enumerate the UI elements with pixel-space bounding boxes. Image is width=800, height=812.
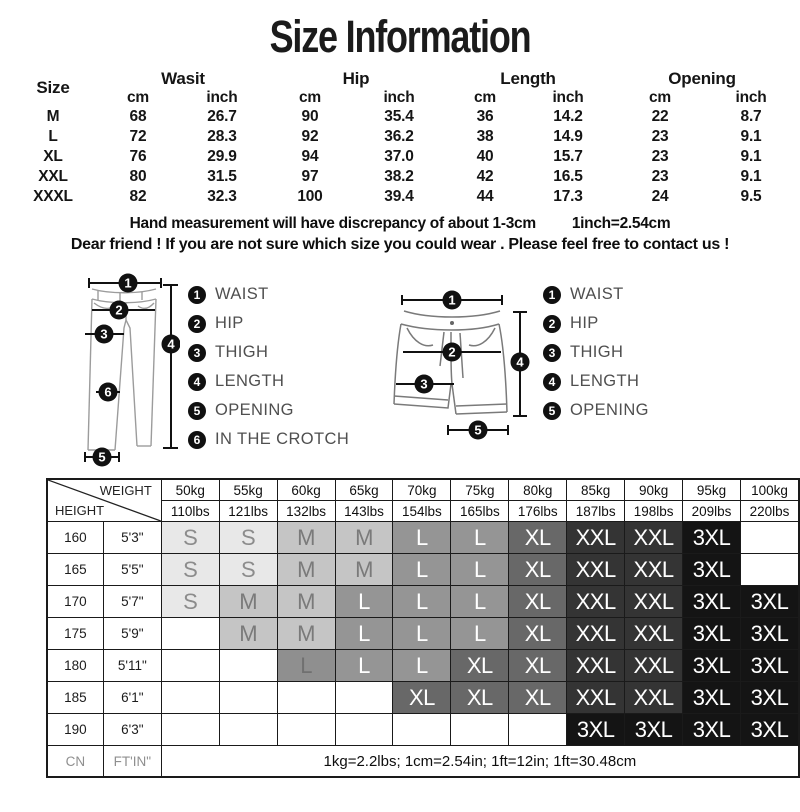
height-cm-cell: 170: [47, 586, 103, 618]
size-table-group-row: [7, 68, 793, 89]
legend-label: WAIST: [215, 285, 269, 303]
recommended-size-cell: XXL: [625, 522, 683, 554]
svg-text:6: 6: [104, 384, 112, 400]
legend-item: [188, 309, 349, 338]
footer-cn-label: CN: [47, 746, 103, 778]
legend-item: [188, 338, 349, 367]
size-row-value: 32.3: [207, 188, 237, 205]
shorts-outline-icon: [394, 311, 507, 414]
fit-chart-row: [47, 714, 799, 746]
recommended-size-cell: XL: [509, 586, 567, 618]
recommended-size-cell: XXL: [567, 586, 625, 618]
empty-size-cell: [161, 682, 219, 714]
weight-lbs-header: 198lbs: [625, 501, 683, 522]
legend-number-badge: 3: [188, 344, 206, 362]
unit-header: cm: [298, 89, 321, 106]
size-row-value: 26.7: [207, 108, 237, 125]
shorts-marker-badges: [415, 291, 530, 440]
svg-text:2: 2: [115, 302, 123, 318]
height-ft-cell: 5'11": [103, 650, 161, 682]
empty-size-cell: [277, 682, 335, 714]
size-table: [7, 68, 793, 207]
recommended-size-cell: XXL: [567, 618, 625, 650]
size-row-value: 37.0: [384, 148, 414, 165]
empty-size-cell: [451, 714, 509, 746]
legend-item: [188, 396, 349, 425]
recommended-size-cell: M: [277, 586, 335, 618]
size-row-value: 38: [476, 128, 494, 145]
legend-number-badge: 4: [543, 373, 561, 391]
weight-kg-header: 50kg: [161, 479, 219, 501]
legend-number-badge: 3: [543, 344, 561, 362]
size-row-value: 22: [651, 108, 669, 125]
fit-chart-data-body: [47, 522, 799, 746]
size-row-value: 23: [651, 168, 669, 185]
height-ft-cell: 6'1": [103, 682, 161, 714]
fit-chart-body: [47, 479, 799, 522]
hand-measurement-text: Hand measurement will have discrepancy of about 1-3cm: [129, 215, 536, 232]
empty-size-cell: [161, 714, 219, 746]
svg-text:4: 4: [167, 336, 175, 352]
size-row-value: 9.5: [740, 188, 762, 205]
size-row-value: 39.4: [384, 188, 414, 205]
recommended-size-cell: 3XL: [683, 650, 741, 682]
recommended-size-cell: S: [219, 522, 277, 554]
size-row-label: L: [48, 128, 58, 145]
size-row-value: 40: [476, 148, 494, 165]
weight-kg-header: 65kg: [335, 479, 393, 501]
fit-chart-row: [47, 650, 799, 682]
unit-header: inch: [383, 89, 415, 106]
size-row-value: 42: [476, 168, 494, 185]
size-row-value: 36: [476, 108, 494, 125]
size-row-value: 90: [301, 108, 319, 125]
weight-lbs-header: 176lbs: [509, 501, 567, 522]
size-row: [7, 107, 793, 127]
fit-chart: [46, 478, 800, 778]
fit-chart-row: [47, 618, 799, 650]
recommended-size-cell: S: [161, 554, 219, 586]
legend-label: HIP: [215, 314, 244, 332]
shorts-legend: [543, 280, 649, 425]
pants-legend: [188, 280, 349, 454]
measurement-diagrams: [0, 270, 800, 472]
recommended-size-cell: XXL: [567, 650, 625, 682]
size-row-value: 9.1: [740, 148, 762, 165]
legend-label: THIGH: [215, 343, 269, 361]
recommended-size-cell: L: [393, 618, 451, 650]
empty-size-cell: [219, 714, 277, 746]
recommended-size-cell: L: [335, 618, 393, 650]
recommended-size-cell: L: [393, 554, 451, 586]
recommended-size-cell: XL: [509, 650, 567, 682]
weight-kg-header: 55kg: [219, 479, 277, 501]
recommended-size-cell: 3XL: [740, 714, 799, 746]
legend-item: [188, 367, 349, 396]
recommended-size-cell: 3XL: [683, 682, 741, 714]
inch-conversion-text: 1inch=2.54cm: [571, 215, 671, 232]
weight-kg-header: 75kg: [451, 479, 509, 501]
recommended-size-cell: 3XL: [740, 618, 799, 650]
size-row-value: 38.2: [384, 168, 414, 185]
empty-size-cell: [219, 650, 277, 682]
legend-number-badge: 2: [543, 315, 561, 333]
recommended-size-cell: M: [219, 586, 277, 618]
recommended-size-cell: 3XL: [740, 682, 799, 714]
svg-text:5: 5: [98, 449, 106, 465]
recommended-size-cell: L: [451, 522, 509, 554]
weight-kg-header: 80kg: [509, 479, 567, 501]
recommended-size-cell: 3XL: [567, 714, 625, 746]
page-title: [0, 12, 800, 64]
weight-lbs-header: 154lbs: [393, 501, 451, 522]
recommended-size-cell: S: [161, 522, 219, 554]
recommended-size-cell: L: [335, 586, 393, 618]
size-row-label: XXL: [38, 168, 68, 185]
weight-lbs-header: 121lbs: [219, 501, 277, 522]
weight-lbs-header: 209lbs: [683, 501, 741, 522]
corner-weight-label: WEIGHT: [99, 483, 152, 498]
dear-friend-note: Dear friend ! If you are not sure which size you could wear . Please feel free to contact us !: [70, 236, 730, 253]
group-header-hip: Hip: [342, 69, 370, 88]
footer-ftin-label: FT'IN": [103, 746, 161, 778]
empty-size-cell: [219, 682, 277, 714]
svg-text:1: 1: [448, 292, 456, 308]
unit-header: inch: [735, 89, 767, 106]
empty-size-cell: [740, 522, 799, 554]
recommended-size-cell: M: [277, 618, 335, 650]
size-row-value: 14.2: [553, 108, 583, 125]
size-row-value: 31.5: [207, 168, 237, 185]
group-header-waist: Wasit: [161, 69, 205, 88]
recommended-size-cell: L: [451, 618, 509, 650]
legend-label: OPENING: [570, 401, 649, 419]
legend-item: [543, 396, 649, 425]
height-cm-cell: 190: [47, 714, 103, 746]
legend-item: [188, 425, 349, 454]
size-row-value: 14.9: [553, 128, 583, 145]
size-row-value: 82: [129, 188, 147, 205]
recommended-size-cell: 3XL: [683, 522, 741, 554]
size-row-value: 15.7: [553, 148, 583, 165]
fit-chart-kg-row: [47, 479, 799, 501]
recommended-size-cell: XXL: [567, 522, 625, 554]
fit-chart-footer-body: [47, 746, 799, 778]
recommended-size-cell: XL: [393, 682, 451, 714]
legend-label: LENGTH: [215, 372, 285, 390]
size-col-header: Size: [36, 77, 70, 97]
legend-item: [543, 280, 649, 309]
empty-size-cell: [161, 650, 219, 682]
empty-size-cell: [740, 554, 799, 586]
empty-size-cell: [277, 714, 335, 746]
legend-number-badge: 1: [188, 286, 206, 304]
recommended-size-cell: XXL: [567, 682, 625, 714]
size-row-value: 97: [301, 168, 319, 185]
size-row-value: 23: [651, 148, 669, 165]
recommended-size-cell: L: [393, 650, 451, 682]
measurement-note: [0, 215, 800, 233]
size-row-value: 17.3: [553, 188, 583, 205]
weight-kg-header: 90kg: [625, 479, 683, 501]
height-cm-cell: 160: [47, 522, 103, 554]
legend-number-badge: 5: [188, 402, 206, 420]
size-row: [7, 187, 793, 207]
size-row-value: 44: [476, 188, 494, 205]
legend-label: THIGH: [570, 343, 624, 361]
recommended-size-cell: XXL: [625, 554, 683, 586]
weight-kg-header: 60kg: [277, 479, 335, 501]
legend-label: OPENING: [215, 401, 294, 419]
recommended-size-cell: 3XL: [625, 714, 683, 746]
recommended-size-cell: M: [335, 554, 393, 586]
group-header-opening: Opening: [668, 69, 736, 88]
size-row-value: 68: [129, 108, 147, 125]
svg-text:2: 2: [448, 344, 456, 360]
weight-lbs-header: 143lbs: [335, 501, 393, 522]
svg-text:3: 3: [420, 376, 428, 392]
size-row-value: 100: [297, 188, 323, 205]
size-row-value: 72: [129, 128, 147, 145]
recommended-size-cell: XL: [451, 650, 509, 682]
recommended-size-cell: L: [277, 650, 335, 682]
size-row: [7, 127, 793, 147]
recommended-size-cell: XL: [509, 682, 567, 714]
svg-text:5: 5: [474, 422, 482, 438]
recommended-size-cell: XL: [509, 554, 567, 586]
weight-height-corner: [47, 479, 161, 522]
legend-label: WAIST: [570, 285, 624, 303]
size-row-value: 16.5: [553, 168, 583, 185]
recommended-size-cell: L: [335, 650, 393, 682]
recommended-size-cell: M: [277, 522, 335, 554]
size-table-unit-row: [7, 89, 793, 107]
legend-number-badge: 5: [543, 402, 561, 420]
weight-lbs-header: 132lbs: [277, 501, 335, 522]
fit-chart-row: [47, 586, 799, 618]
recommended-size-cell: 3XL: [683, 714, 741, 746]
recommended-size-cell: M: [277, 554, 335, 586]
recommended-size-cell: L: [451, 554, 509, 586]
legend-item: [543, 338, 649, 367]
recommended-size-cell: XXL: [567, 554, 625, 586]
recommended-size-cell: 3XL: [683, 554, 741, 586]
recommended-size-cell: 3XL: [740, 650, 799, 682]
unit-header: cm: [473, 89, 496, 106]
size-row-value: 23: [651, 128, 669, 145]
size-row-label: XXXL: [33, 188, 73, 205]
legend-number-badge: 4: [188, 373, 206, 391]
size-row-value: 29.9: [207, 148, 237, 165]
height-ft-cell: 5'3": [103, 522, 161, 554]
legend-item: [543, 367, 649, 396]
pants-diagram-icon: [84, 272, 180, 468]
size-row-label: M: [46, 108, 60, 125]
recommended-size-cell: 3XL: [740, 586, 799, 618]
conversion-note: 1kg=2.2lbs; 1cm=2.54in; 1ft=12in; 1ft=30.48cm: [161, 746, 799, 778]
height-cm-cell: 180: [47, 650, 103, 682]
recommended-size-cell: XXL: [625, 650, 683, 682]
recommended-size-cell: M: [219, 618, 277, 650]
recommended-size-cell: 3XL: [683, 618, 741, 650]
size-row-value: 94: [301, 148, 319, 165]
height-ft-cell: 5'5": [103, 554, 161, 586]
size-row-value: 24: [651, 188, 669, 205]
legend-label: HIP: [570, 314, 599, 332]
legend-number-badge: 6: [188, 431, 206, 449]
group-header-length: Length: [500, 69, 556, 88]
empty-size-cell: [335, 714, 393, 746]
size-table-body: [7, 107, 793, 207]
recommended-size-cell: S: [161, 586, 219, 618]
size-row-value: 80: [129, 168, 147, 185]
size-row: [7, 147, 793, 167]
recommended-size-cell: 3XL: [683, 586, 741, 618]
unit-header: inch: [552, 89, 584, 106]
svg-text:4: 4: [516, 354, 524, 370]
legend-item: [543, 309, 649, 338]
size-row-value: 9.1: [740, 168, 762, 185]
fit-chart-row: [47, 554, 799, 586]
legend-item: [188, 280, 349, 309]
height-ft-cell: 6'3": [103, 714, 161, 746]
size-row: [7, 167, 793, 187]
unit-header: cm: [648, 89, 671, 106]
weight-lbs-header: 110lbs: [161, 501, 219, 522]
size-row-value: 36.2: [384, 128, 414, 145]
legend-number-badge: 2: [188, 315, 206, 333]
height-cm-cell: 165: [47, 554, 103, 586]
empty-size-cell: [161, 618, 219, 650]
recommended-size-cell: L: [393, 522, 451, 554]
empty-size-cell: [509, 714, 567, 746]
recommended-size-cell: M: [335, 522, 393, 554]
page-title-text: Size Information: [269, 11, 531, 62]
height-cm-cell: 175: [47, 618, 103, 650]
recommended-size-cell: XL: [451, 682, 509, 714]
weight-lbs-header: 187lbs: [567, 501, 625, 522]
recommended-size-cell: L: [393, 586, 451, 618]
corner-height-label: HEIGHT: [55, 503, 105, 518]
recommended-size-cell: S: [219, 554, 277, 586]
legend-label: IN THE CROTCH: [215, 430, 350, 448]
empty-size-cell: [335, 682, 393, 714]
fit-chart-row: [47, 682, 799, 714]
empty-size-cell: [393, 714, 451, 746]
unit-header: cm: [126, 89, 149, 106]
recommended-size-cell: XL: [509, 522, 567, 554]
legend-number-badge: 1: [543, 286, 561, 304]
weight-lbs-header: 165lbs: [451, 501, 509, 522]
size-row-value: 92: [301, 128, 319, 145]
weight-lbs-header: 220lbs: [740, 501, 799, 522]
recommended-size-cell: XL: [509, 618, 567, 650]
weight-kg-header: 85kg: [567, 479, 625, 501]
fit-chart-footer-row: [47, 746, 799, 778]
size-row-value: 35.4: [384, 108, 414, 125]
recommended-size-cell: XXL: [625, 618, 683, 650]
size-row-value: 9.1: [740, 128, 762, 145]
recommended-size-cell: XXL: [625, 586, 683, 618]
svg-text:1: 1: [124, 275, 132, 291]
height-ft-cell: 5'7": [103, 586, 161, 618]
shorts-diagram-icon: [390, 286, 532, 442]
height-ft-cell: 5'9": [103, 618, 161, 650]
fit-chart-row: [47, 522, 799, 554]
size-row-value: 28.3: [207, 128, 237, 145]
height-cm-cell: 185: [47, 682, 103, 714]
svg-text:3: 3: [100, 326, 108, 342]
recommended-size-cell: L: [451, 586, 509, 618]
weight-kg-header: 95kg: [683, 479, 741, 501]
recommended-size-cell: XXL: [625, 682, 683, 714]
weight-kg-header: 70kg: [393, 479, 451, 501]
weight-kg-header: 100kg: [740, 479, 799, 501]
legend-label: LENGTH: [570, 372, 640, 390]
unit-header: inch: [206, 89, 238, 106]
size-row-label: XL: [43, 148, 63, 165]
size-row-value: 76: [129, 148, 147, 165]
size-row-value: 8.7: [740, 108, 762, 125]
